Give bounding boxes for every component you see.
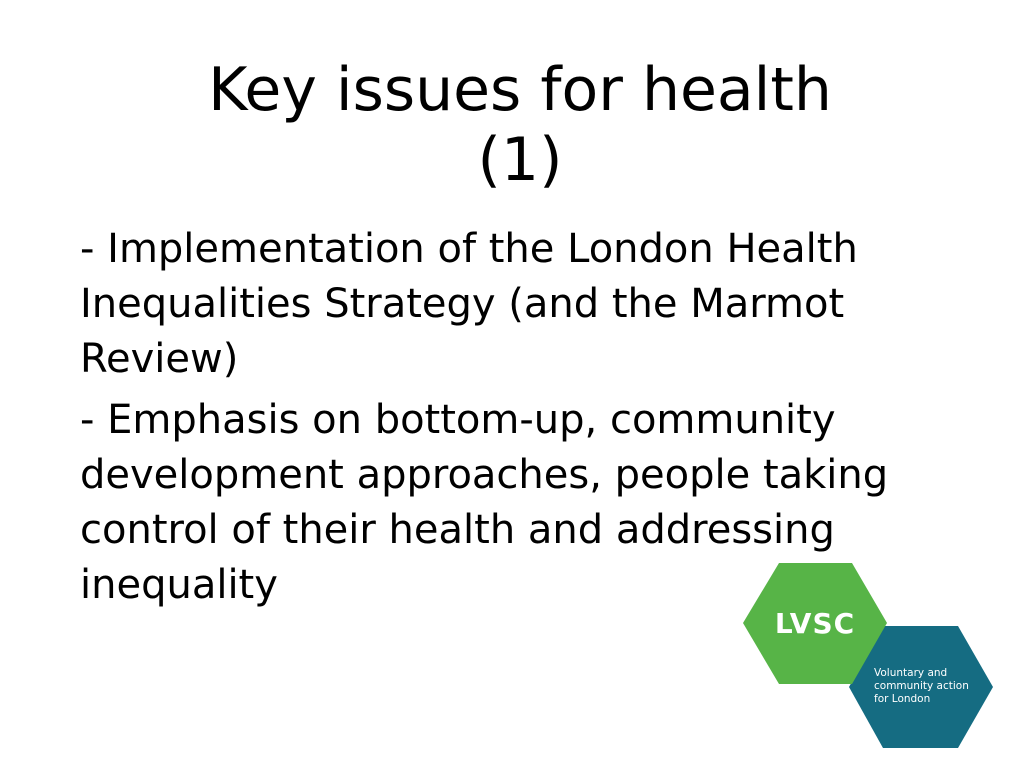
bullet-item: - Implementation of the London Health Inequalities Strategy (and the Marmot Review) xyxy=(80,226,858,382)
lvsc-logo xyxy=(740,560,996,752)
bullet-item: - Emphasis on bottom-up, community development approaches, people taking control of their health and addressing inequality xyxy=(80,397,889,608)
slide-title xyxy=(0,55,1024,195)
title-line-1: Key issues for health xyxy=(208,55,832,125)
logo-tagline-1: Voluntary and xyxy=(874,667,948,679)
lvsc-logo-graphic xyxy=(740,560,996,752)
title-line-2: (1) xyxy=(477,125,563,195)
logo-tagline-3: for London xyxy=(874,693,931,705)
logo-name: LVSC xyxy=(774,607,856,640)
logo-tagline-2: community action xyxy=(874,680,969,692)
